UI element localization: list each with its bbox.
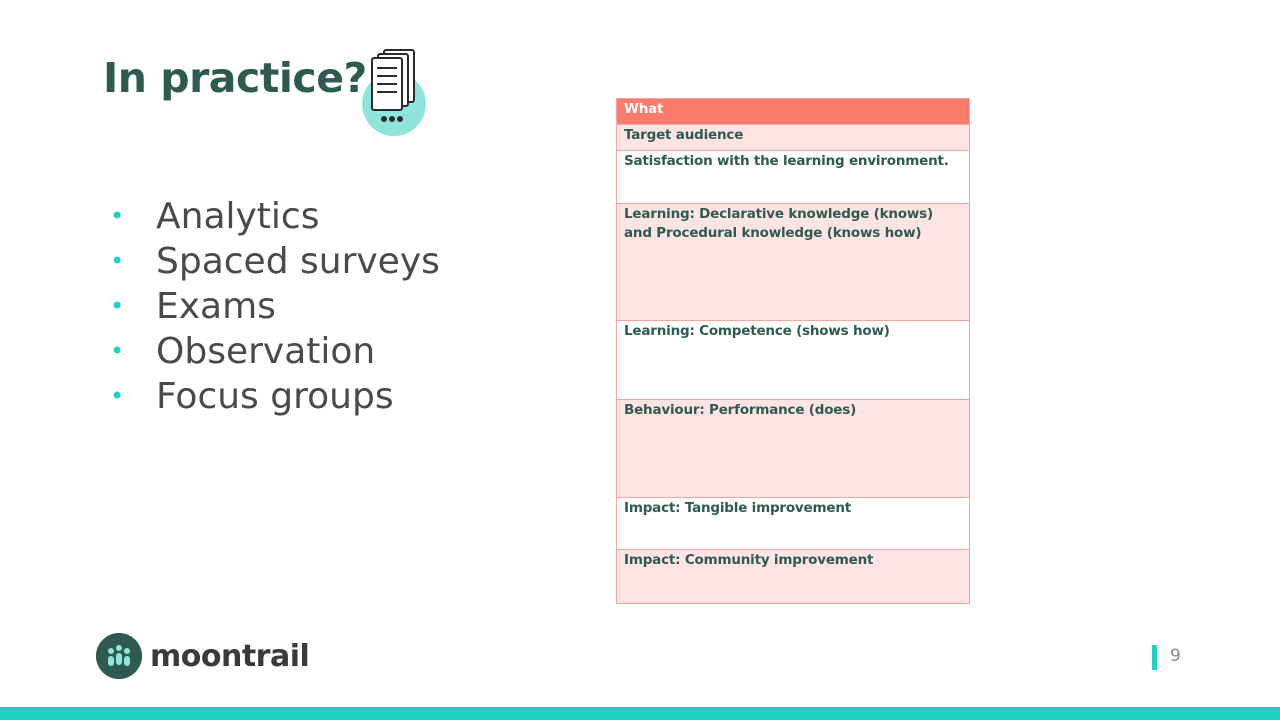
bullet-list xyxy=(106,194,466,419)
document-stack-icon xyxy=(360,46,432,136)
moontrail-logo-icon xyxy=(96,633,142,679)
evaluation-table xyxy=(616,98,970,604)
bullet-dot-icon: • xyxy=(110,382,125,410)
bullet-item: • Spaced surveys xyxy=(110,241,440,282)
table-header-cell: What xyxy=(617,99,969,125)
table-row: Satisfaction with the learning environment. xyxy=(617,151,969,204)
bullet-dot-icon: • xyxy=(110,292,125,320)
bullet-item: • Exams xyxy=(110,286,276,327)
bullet-dot-icon: • xyxy=(110,202,125,230)
bottom-accent-bar xyxy=(0,707,1280,720)
page-number: 9 xyxy=(1170,646,1181,666)
table-row: Behaviour: Performance (does) xyxy=(617,400,969,498)
bullet-item: • Observation xyxy=(110,331,376,372)
brand-logo xyxy=(96,633,309,679)
table-row: Learning: Declarative knowledge (knows) and Procedural knowledge (knows how) xyxy=(617,204,969,321)
bullet-dot-icon: • xyxy=(110,247,125,275)
slide-title: In practice? xyxy=(103,54,367,102)
bullet-dot-icon: • xyxy=(110,337,125,365)
table-row: Impact: Tangible improvement xyxy=(617,498,969,550)
table-row: Impact: Community improvement xyxy=(617,550,969,603)
table-row: Target audience xyxy=(617,125,969,151)
bullet-item: • Focus groups xyxy=(110,376,394,417)
bullet-item: • Analytics xyxy=(110,196,320,237)
page-number-accent xyxy=(1152,645,1157,670)
table-row: Learning: Competence (shows how) xyxy=(617,321,969,400)
brand-name: moontrail xyxy=(150,638,310,674)
